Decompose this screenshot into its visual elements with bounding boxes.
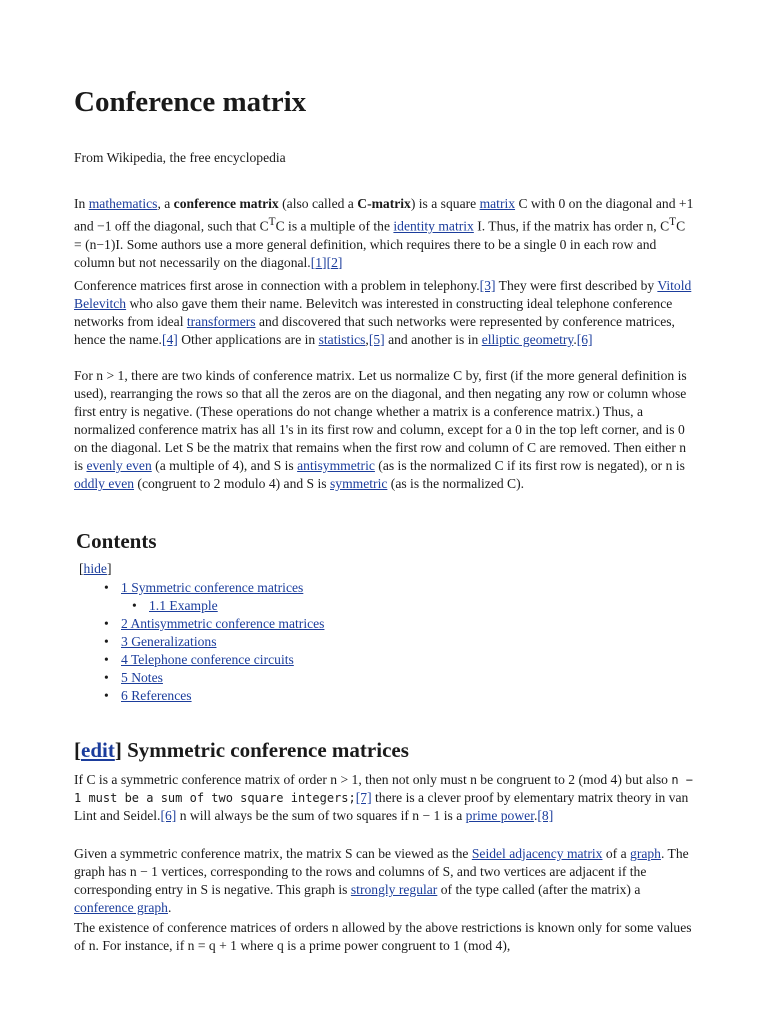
symmetric-paragraph-3: The existence of conference matrices of orders n allowed by the above restrictions is known only for some values of n. For instance, if n = q + 1 where q is a prime power congruent to 1 (mod 4), <box>74 920 692 953</box>
toc-link-generalizations[interactable]: 3 Generalizations <box>121 634 217 649</box>
toc-link-example[interactable]: 1.1 Example <box>149 598 218 613</box>
ref-6[interactable]: [6] <box>576 332 593 347</box>
ref-1[interactable]: [1] <box>310 254 327 270</box>
ref-4[interactable]: [4] <box>161 332 178 347</box>
tagline: From Wikipedia, the free encyclopedia <box>74 150 286 165</box>
link-vitold-belevitch[interactable]: Vitold Belevitch <box>74 278 692 311</box>
toc-link-antisymmetric[interactable]: 2 Antisymmetric conference matrices <box>121 616 325 631</box>
table-of-contents <box>104 579 324 705</box>
toc-hide-link[interactable]: hide <box>83 561 107 576</box>
link-prime-power[interactable]: prime power <box>465 808 534 823</box>
toc-item <box>104 687 324 705</box>
toc-link-telephone[interactable]: 4 Telephone conference circuits <box>121 652 294 667</box>
ref-3[interactable]: [3] <box>479 278 496 293</box>
toc-heading: Contents <box>76 529 157 553</box>
ref-6b[interactable]: [6] <box>160 808 177 823</box>
symmetric-paragraph-2: Given a symmetric conference matrix, the matrix S can be viewed as the Seidel adjacency matrix of a graph. The graph has n − 1 vertices, corresponding to the rows and columns of S, and two vertices are adjacent if the corresponding entry in S is negative. This graph is strongly regular of the type called (after the matrix) a conference graph. <box>74 846 689 915</box>
link-oddly-even[interactable]: oddly even <box>74 476 135 491</box>
link-seidel-adjacency-matrix[interactable]: Seidel adjacency matrix <box>471 846 603 861</box>
link-mathematics[interactable]: mathematics <box>88 196 158 211</box>
ref-5[interactable]: [5] <box>368 332 385 347</box>
symmetric-paragraph-1: If C is a symmetric conference matrix of order n > 1, then not only must n be congruent to 2 (mod 4) but also n − 1 must be a sum of two square integers;[7] there is a clever proof by elementary matrix theory in van Lint and Seidel.[6] n will always be the sum of two squares if n − 1 is a prime power.[8] <box>74 772 694 823</box>
link-strongly-regular[interactable]: strongly regular <box>350 882 438 897</box>
link-antisymmetric[interactable]: antisymmetric <box>297 458 375 473</box>
toc-item <box>104 579 324 597</box>
intro-paragraph-2: Conference matrices first arose in connection with a problem in telephony.[3] They were first described by Vitold Belevitch who also gave them their name. Belevitch was interested in constructing ideal telephone conference networks from ideal transformers and discovered that such networks were represented by conference matrices, hence the name.[4] Other applications are in statistics,[5] and another is in elliptic geometry.[6] <box>74 278 692 347</box>
toc-item <box>132 597 324 615</box>
intro-paragraph-1: In mathematics, a conference matrix (also called a C-matrix) is a square matrix C with 0 on the diagonal and +1 and −1 off the diagonal, such that $C^TC$ is a multiple of the identity matrix I. Thus, if the matrix has order n, $C^TC = (n-1)I$. Some authors use a more general definition, which requires there to be a single 0 in each row and column but not necessarily on the diagonal.[1][2] <box>74 196 694 270</box>
toc-item <box>104 633 324 651</box>
page-title: Conference matrix <box>74 86 307 118</box>
section-heading-symmetric: [edit] Symmetric conference matrices <box>74 738 409 762</box>
toc-item <box>104 669 324 687</box>
ref-8[interactable]: [8] <box>537 808 554 823</box>
link-graph[interactable]: graph <box>630 846 661 861</box>
link-transformers[interactable]: transformers <box>186 314 256 329</box>
toc-link-references[interactable]: 6 References <box>121 688 192 703</box>
toc-item <box>104 615 324 633</box>
toc-link-notes[interactable]: 5 Notes <box>121 670 163 685</box>
link-statistics[interactable]: statistics <box>318 332 366 347</box>
link-elliptic-geometry[interactable]: elliptic geometry <box>481 332 574 347</box>
ref-7[interactable]: [7] <box>355 790 372 805</box>
link-symmetric[interactable]: symmetric <box>330 476 388 491</box>
toc-link-symmetric[interactable]: 1 Symmetric conference matrices <box>121 580 304 595</box>
toc-item <box>104 651 324 669</box>
link-conference-graph[interactable]: conference graph <box>74 900 168 915</box>
link-matrix[interactable]: matrix <box>479 196 516 211</box>
link-evenly-even[interactable]: evenly even <box>86 458 152 473</box>
edit-section-link[interactable]: edit <box>81 738 115 762</box>
toc-hide-toggle: [hide] <box>79 561 112 576</box>
ref-2[interactable]: [2] <box>326 254 343 270</box>
intro-paragraph-3: For n > 1, there are two kinds of conference matrix. Let us normalize C by, first (if the more general definition is used), rearranging the rows so that all the zeros are on the diagonal, and then negating any row or column whose first entry is negative. (These operations do not change whether a matrix is a conference matrix.) Thus, a normalized conference matrix has all 1's in its first row and column, except for a 0 in the top left corner, and is 0 on the diagonal. Let S be the matrix that remains when the first row and column of C are removed. Then either n is evenly even (a multiple of 4), and S is antisymmetric (as is the normalized C if its first row is negated), or n is oddly even (congruent to 2 modulo 4) and S is symmetric (as is the normalized C). <box>74 368 687 491</box>
link-identity-matrix[interactable]: identity matrix <box>393 218 474 234</box>
